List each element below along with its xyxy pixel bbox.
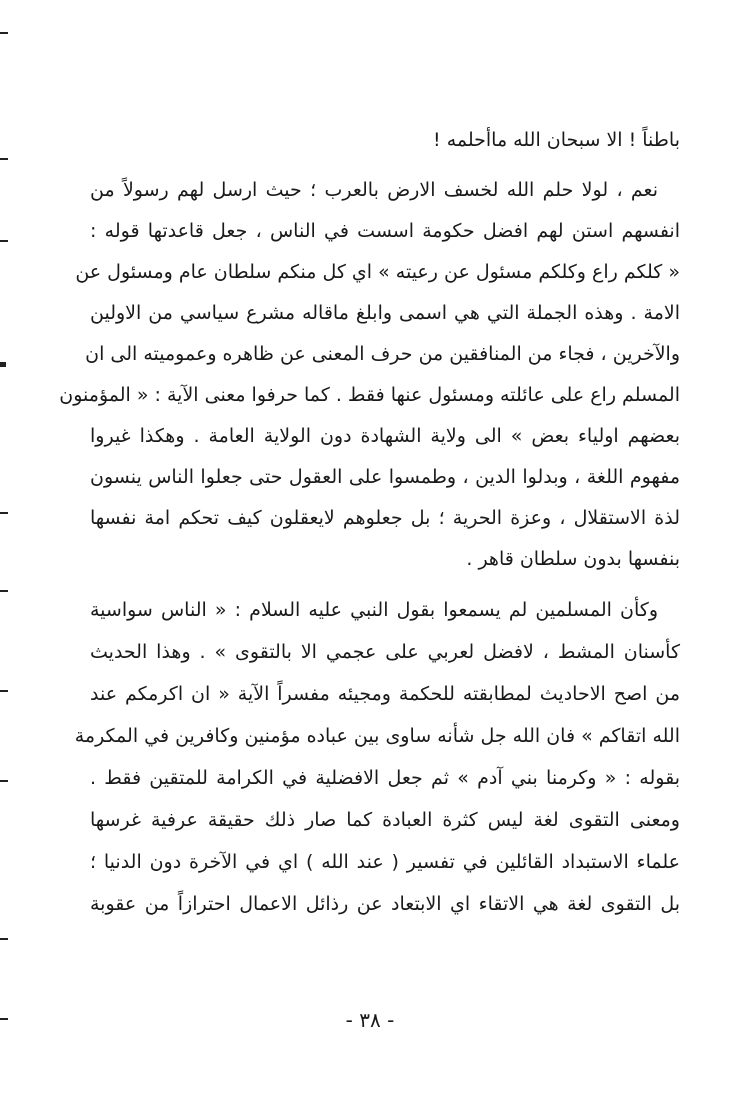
scan-edge-mark bbox=[0, 158, 8, 160]
text-line: المسلم راع على عائلته ومسئول عنها فقط . كما حرفوا معنى الآية : « المؤمنون bbox=[59, 384, 680, 406]
text-line: علماء الاستبداد القائلين في تفسير ( عند الله ) اي في الآخرة دون الدنيا ؛ bbox=[90, 851, 680, 873]
text-line: والآخرين ، فجاء من المنافقين من حرف المعنى عن ظاهره وعموميته الى ان bbox=[85, 343, 680, 365]
text-line: الامة . وهذه الجملة التي هي اسمى وابلغ ماقاله مشرع سياسي من الاولين bbox=[90, 302, 680, 324]
text-line: بل التقوى لغة هي الاتقاء اي الابتعاد عن رذائل الاعمال احترازاً من عقوبة bbox=[90, 893, 680, 915]
text-line: الله اتقاكم » فان الله جل شأنه ساوى بين عباده مؤمنين وكافرين في المكرمة bbox=[74, 725, 680, 747]
text-line: « كلكم راع وكلكم مسئول عن رعيته » اي كل منكم سلطان عام ومسئول عن bbox=[75, 261, 680, 283]
text-line: ومعنى التقوى لغة ليس كثرة العبادة كما صار ذلك حقيقة عرفية غرسها bbox=[90, 809, 680, 831]
text-line: مفهوم اللغة ، وبدلوا الدين ، وطمسوا على العقول حتى جعلوا الناس ينسون bbox=[90, 466, 680, 488]
scan-edge-mark bbox=[0, 590, 8, 592]
scan-edge-mark bbox=[0, 240, 8, 242]
scan-edge-mark bbox=[0, 780, 8, 782]
text-line: انفسهم استن لهم افضل حكومة اسست في الناس ، جعل قاعدتها قوله : bbox=[90, 220, 680, 242]
text-line: بقوله : « وكرمنا بني آدم » ثم جعل الافضلية في الكرامة للمتقين فقط . bbox=[90, 767, 680, 789]
text-line: باطناً ! الا سبحان الله ماأحلمه ! bbox=[433, 129, 680, 151]
scan-edge-mark bbox=[0, 32, 8, 34]
text-line: بعضهم اولياء بعض » الى ولاية الشهادة دون الولاية العامة . وهكذا غيروا bbox=[90, 425, 680, 447]
text-line: من اصح الاحاديث لمطابقته للحكمة ومجيئه مفسراً الآية « ان اكرمكم عند bbox=[90, 683, 680, 705]
scan-edge-mark bbox=[0, 362, 6, 367]
text-line: كأسنان المشط ، لافضل لعربي على عجمي الا بالتقوى » . وهذا الحديث bbox=[90, 641, 680, 663]
paragraph-start-line: نعم ، لولا حلم الله لخسف الارض بالعرب ؛ حيث ارسل لهم رسولاً من bbox=[90, 179, 658, 201]
scan-edge-mark bbox=[0, 512, 8, 514]
text-line: لذة الاستقلال ، وعزة الحرية ؛ بل جعلوهم لايعقلون كيف تحكم امة نفسها bbox=[90, 507, 680, 529]
scan-edge-mark bbox=[0, 690, 8, 692]
paragraph-end-line: بنفسها بدون سلطان قاهر . bbox=[466, 548, 680, 570]
scan-edge-mark bbox=[0, 1018, 8, 1020]
paragraph-start-line: وكأن المسلمين لم يسمعوا بقول النبي عليه السلام : « الناس سواسية bbox=[90, 599, 658, 621]
page-number: - ٣٨ - bbox=[345, 1008, 395, 1032]
scan-edge-mark bbox=[0, 938, 8, 940]
